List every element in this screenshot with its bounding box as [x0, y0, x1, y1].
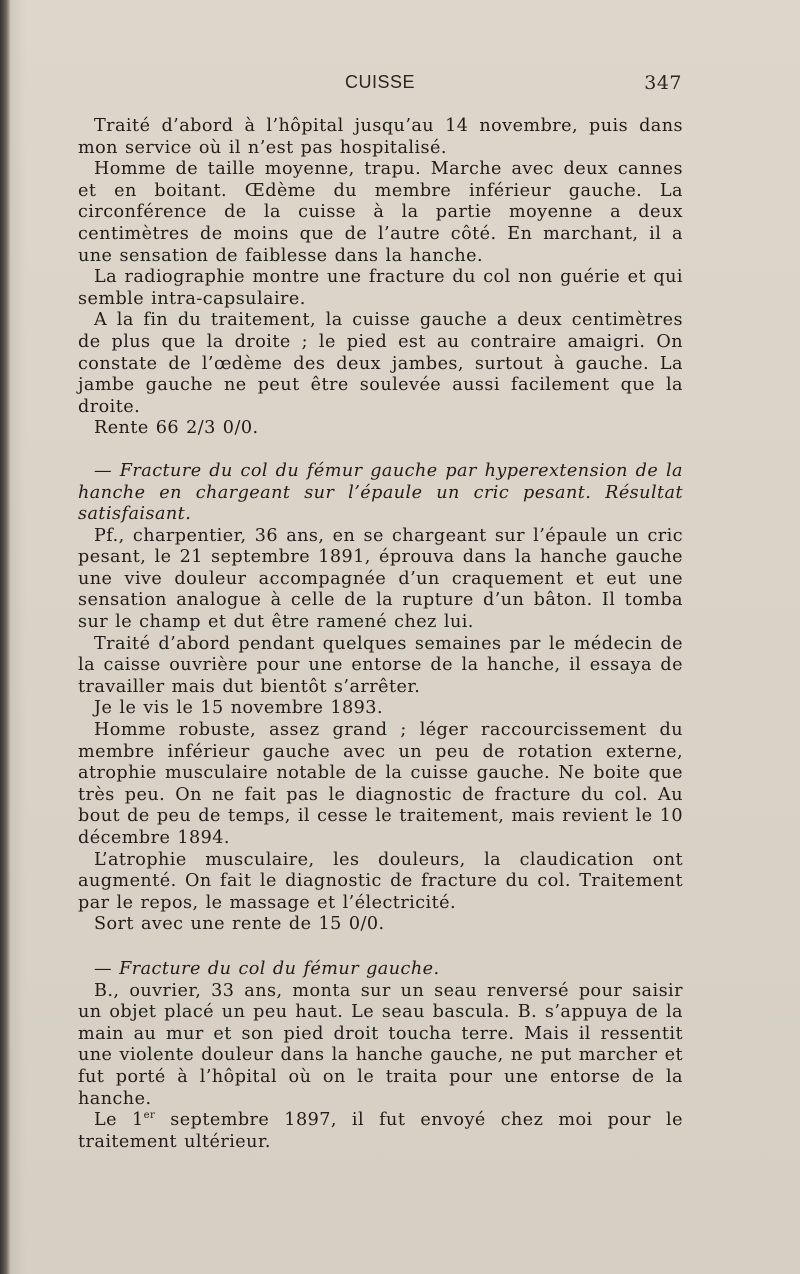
paragraph-text: Le 1: [94, 1110, 144, 1131]
paragraph: Traité d’abord à l’hôpital jusqu’au 14 novembre, puis dans mon service où il n’est pas hospitalisé.: [78, 116, 683, 158]
paragraph: Homme robuste, assez grand ; léger raccourcissement du membre inférieur gauche avec un peu de rotation externe, atrophie musculaire notable de la cuisse gauche. Ne boite que très peu. On ne fait pas le diagnostic de fracture du col. Au bout de peu de temps, il cesse le traitement, mais revient le 10 décembre 1894.: [78, 720, 683, 848]
case-heading: — Fracture du col du fémur gauche.: [94, 958, 440, 979]
case-heading: — Fracture du col du fémur gauche par hyperextension de la hanche en chargeant sur l’épaule un cric pesant. Résultat satisfaisant.: [78, 460, 683, 525]
paragraph: La radiographie montre une fracture du col non guérie et qui semble intra-capsulaire.: [78, 267, 683, 309]
paragraph: Pf., charpentier, 36 ans, en se chargeant sur l’épaule un cric pesant, le 21 septembre 1891, éprouva dans la hanche gauche une vive douleur accompagnée d’un craquement et eut une sensation analogue à celle de la rupture d’un bâton. Il tomba sur le champ et dut être ramené chez lui.: [78, 525, 683, 633]
body-text: [78, 116, 683, 1153]
paragraph: Rente 66 2/3 0/0.: [94, 418, 259, 439]
running-head: CUISSE: [344, 72, 416, 92]
page-number: 347: [644, 72, 682, 94]
paragraph: Homme de taille moyenne, trapu. Marche avec deux cannes et en boitant. Œdème du membre inférieur gauche. La circonférence de la cuisse à la partie moyenne a deux centimètres de moins que de l’autre côté. En marchant, il a une sensation de faiblesse dans la hanche.: [78, 159, 683, 266]
superscript: er: [143, 1110, 156, 1122]
book-spine-shadow: [0, 0, 10, 1274]
page-header: [78, 72, 682, 96]
paragraph: [78, 1110, 683, 1153]
paragraph: A la fin du traitement, la cuisse gauche a deux centimètres de plus que la droite ; le pied est au contraire amaigri. On constate de l’œdème des deux jambes, surtout à gauche. La jambe gauche ne peut être soulevée aussi facilement que la droite.: [78, 310, 683, 417]
paragraph-text: septembre 1897, il fut envoyé chez moi pour le traitement ultérieur.: [78, 1110, 683, 1152]
paragraph: Sort avec une rente de 15 0/0.: [94, 914, 385, 935]
paragraph: B., ouvrier, 33 ans, monta sur un seau renversé pour saisir un objet placé un peu haut. Le seau bascula. B. s’appuya de la main au mur et son pied droit toucha terre. Mais il ressentit une violente douleur dans la hanche gauche, ne put marcher et fut porté à l’hôpital où on le traita pour une entorse de la hanche.: [78, 980, 683, 1109]
paragraph: L’atrophie musculaire, les douleurs, la claudication ont augmenté. On fait le diagnostic de fracture du col. Traitement par le repos, le massage et l’électricité.: [78, 849, 683, 913]
paragraph: Je le vis le 15 novembre 1893.: [94, 698, 383, 719]
paragraph: Traité d’abord pendant quelques semaines par le médecin de la caisse ouvrière pour une entorse de la hanche, il essaya de travailler mais dut bientôt s’arrêter.: [78, 633, 683, 697]
